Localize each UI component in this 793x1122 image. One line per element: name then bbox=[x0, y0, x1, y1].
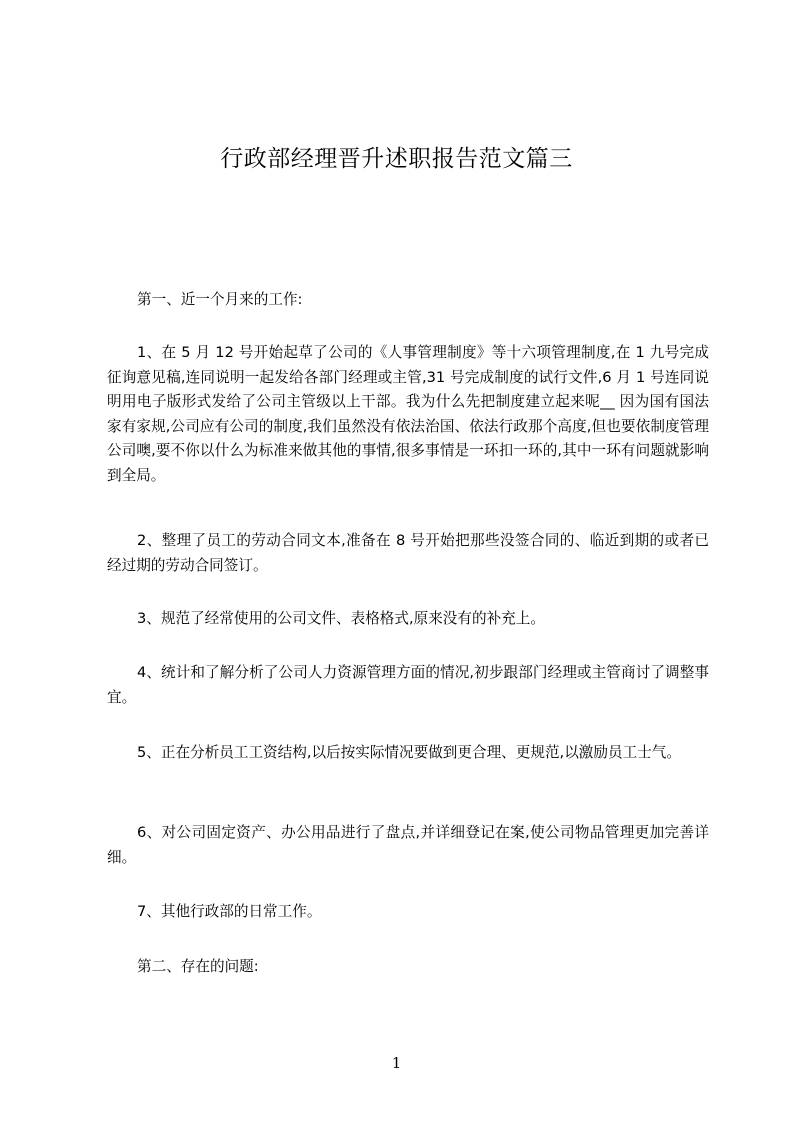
page-number: 1 bbox=[391, 1054, 402, 1072]
paragraph-item-5: 5、正在分析员工工资结构,以后按实际情况要做到更合理、更规范,以激励员工士气。 bbox=[137, 744, 681, 761]
document-title: 行政部经理晋升述职报告范文篇三 bbox=[220, 146, 573, 172]
section-heading-work: 第一、近一个月来的工作: bbox=[137, 291, 303, 308]
paragraph-item-2: 2、整理了员工的劳动合同文本,准备在 8 号开始把那些没签合同的、临近到期的或者已经过期的劳动合同签订。 bbox=[107, 532, 709, 574]
paragraph-item-6: 6、对公司固定资产、办公用品进行了盘点,并详细登记在案,使公司物品管理更加完善详细。 bbox=[107, 824, 709, 866]
paragraph-item-7: 7、其他行政部的日常工作。 bbox=[137, 903, 322, 920]
section-heading-problems: 第二、存在的问题: bbox=[137, 958, 259, 975]
paragraph-item-3: 3、规范了经常使用的公司文件、表格格式,原来没有的补充上。 bbox=[137, 610, 545, 627]
paragraph-item-4: 4、统计和了解分析了公司人力资源管理方面的情况,初步跟部门经理或主管商讨了调整事宜。 bbox=[107, 664, 709, 706]
paragraph-item-1: 1、在 5 月 12 号开始起草了公司的《人事管理制度》等十六项管理制度,在 1 九号完成征询意见稿,连同说明一起发给各部门经理或主管,31 号完成制度的试行文件,6 月 1 号连同说明用电子版形式发给了公司主管级以上干部。我为什么先把制度建立起来呢__ 因为国有国法家有家规,公司应有公司的制度,我们虽然没有依法治国、依法行政那个高度,但也要依制度管理公司噢,要不你以什么为标准来做其他的事情,很多事情是一环扣一环的,其中一环有问题就影响到全局。 bbox=[107, 344, 709, 484]
